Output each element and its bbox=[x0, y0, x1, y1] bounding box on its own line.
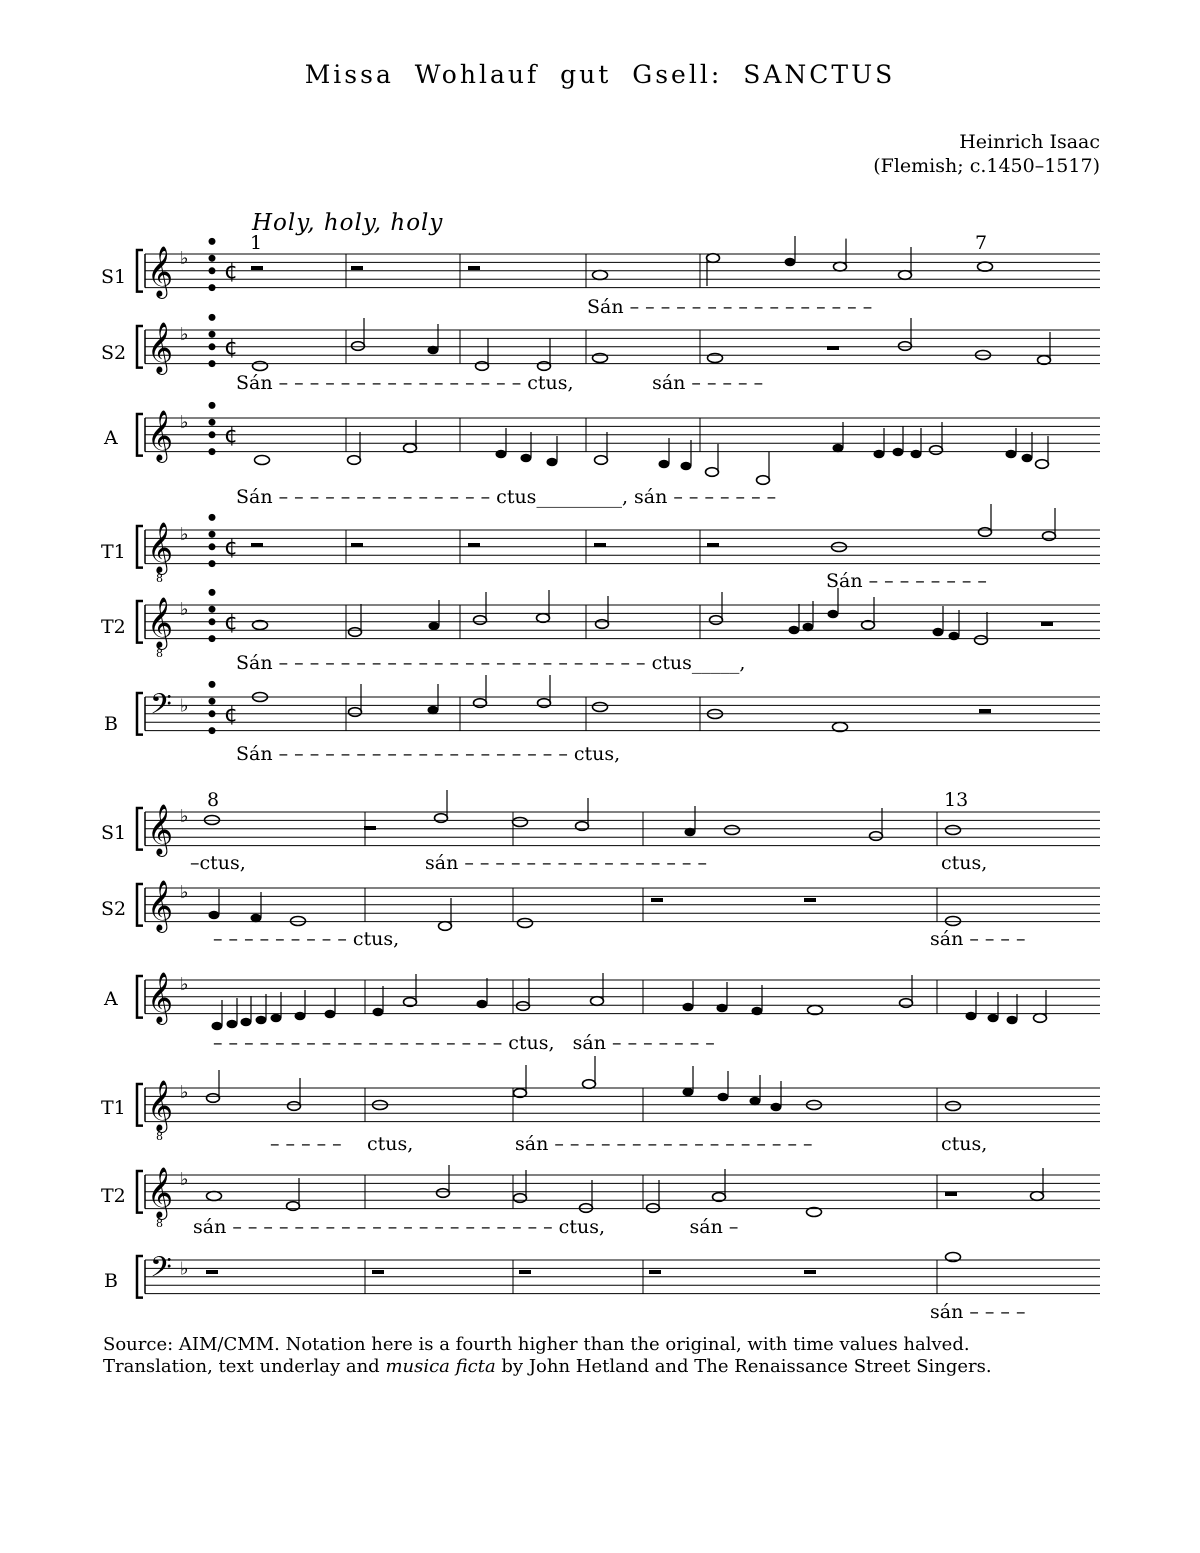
note-head bbox=[833, 444, 844, 453]
dot-icon bbox=[209, 314, 216, 321]
dot-icon bbox=[209, 543, 216, 550]
source-line-2 bbox=[103, 1356, 1103, 1378]
note-head bbox=[706, 468, 719, 477]
system-bracket bbox=[137, 526, 143, 568]
dot-icon bbox=[209, 618, 216, 625]
dot-icon bbox=[209, 267, 216, 274]
treble-clef-icon: 𝄞 bbox=[147, 246, 174, 297]
rest-icon bbox=[364, 826, 376, 830]
note-head bbox=[718, 1093, 729, 1102]
note-head bbox=[595, 456, 608, 465]
note-head bbox=[547, 458, 558, 467]
note-head bbox=[591, 997, 604, 1006]
cut-time-icon: ¢ bbox=[224, 534, 238, 560]
flat-icon: ♭ bbox=[180, 248, 189, 270]
measure-number: 8 bbox=[207, 789, 220, 811]
dot-icon bbox=[209, 402, 216, 409]
rest-icon bbox=[827, 346, 839, 350]
system-bracket bbox=[137, 1084, 143, 1126]
note-head bbox=[476, 362, 489, 371]
note-head bbox=[685, 828, 696, 837]
flat-icon: ♭ bbox=[180, 974, 189, 996]
dot-icon bbox=[209, 710, 216, 717]
voice-label-s1: S1 bbox=[101, 822, 127, 844]
note-head bbox=[291, 917, 306, 926]
note-head bbox=[596, 620, 609, 629]
note-head bbox=[253, 362, 268, 371]
cut-time-icon: ¢ bbox=[224, 258, 238, 284]
note-head bbox=[428, 706, 439, 715]
note-head bbox=[514, 1194, 527, 1203]
note-head bbox=[647, 1204, 660, 1213]
lyric-line: Sán – – – – – – – – – – – – – – – – – – – – – – – – ctus_____, bbox=[236, 652, 746, 674]
note-head bbox=[785, 258, 796, 267]
dot-icon bbox=[209, 514, 216, 521]
note-head bbox=[707, 254, 720, 263]
dot-icon bbox=[209, 448, 216, 455]
treble-clef-icon: 𝄞 bbox=[147, 972, 174, 1023]
dot-icon bbox=[209, 606, 216, 613]
treble-clef-icon: 𝄞 bbox=[147, 597, 174, 648]
voice-label-b: B bbox=[104, 713, 118, 735]
composer-name: Heinrich Isaac bbox=[959, 131, 1100, 153]
dot-icon bbox=[209, 431, 216, 438]
note-head bbox=[288, 1102, 301, 1111]
system-bracket bbox=[137, 808, 143, 850]
treble-clef-icon: 𝄞 bbox=[147, 522, 174, 573]
note-head bbox=[251, 914, 262, 923]
flat-icon: ♭ bbox=[180, 412, 189, 434]
voice-label-a: A bbox=[104, 427, 118, 449]
note-head bbox=[325, 1010, 336, 1019]
lyric-line: –ctus, bbox=[190, 852, 246, 874]
note-head bbox=[521, 454, 532, 463]
dot-icon bbox=[209, 589, 216, 596]
note-head bbox=[474, 699, 487, 708]
lyric-line: sán – – – – – – – – – – – – – – – – bbox=[425, 852, 707, 874]
note-head bbox=[828, 610, 839, 619]
rest-icon bbox=[519, 1270, 531, 1274]
note-head bbox=[978, 262, 993, 271]
rest-icon bbox=[251, 266, 263, 270]
note-head bbox=[717, 1004, 728, 1013]
note-head bbox=[256, 1016, 267, 1025]
system-bracket bbox=[137, 250, 143, 292]
note-head bbox=[349, 708, 362, 717]
note-head bbox=[946, 917, 961, 926]
octave-eight-mark: 8 bbox=[156, 1130, 163, 1143]
voice-label-s2: S2 bbox=[101, 898, 127, 920]
source-text: Translation, text underlay and bbox=[103, 1356, 386, 1377]
note-head bbox=[752, 1007, 763, 1016]
rest-icon bbox=[594, 543, 606, 547]
note-head bbox=[496, 450, 507, 459]
note-head bbox=[900, 999, 913, 1008]
note-head bbox=[966, 1012, 977, 1021]
system-bracket bbox=[137, 601, 143, 643]
lyric-line: – – – – – – – – – ctus, bbox=[213, 928, 400, 950]
dot-icon bbox=[209, 238, 216, 245]
cut-time-icon: ¢ bbox=[224, 422, 238, 448]
rest-icon bbox=[251, 543, 263, 547]
note-head bbox=[1022, 454, 1033, 463]
note-head bbox=[583, 1080, 596, 1089]
translation-text: Holy, holy, holy bbox=[252, 210, 444, 236]
lyric-line: Sán – – – – – – – – bbox=[826, 570, 987, 592]
lyric-line: – – – – – bbox=[270, 1133, 342, 1155]
note-head bbox=[725, 826, 740, 835]
system-bracket bbox=[137, 693, 143, 735]
treble-clef-icon: 𝄞 bbox=[147, 322, 174, 373]
note-head bbox=[681, 462, 692, 471]
source-italic: musica ficta bbox=[385, 1356, 496, 1377]
dot-icon bbox=[209, 419, 216, 426]
note-head bbox=[404, 444, 417, 453]
note-head bbox=[439, 922, 452, 931]
note-head bbox=[593, 703, 608, 712]
measure-number: 1 bbox=[250, 232, 263, 254]
note-head bbox=[212, 1022, 223, 1031]
note-head bbox=[373, 1008, 384, 1017]
voice-label-b: B bbox=[104, 1270, 118, 1292]
note-head bbox=[683, 1088, 694, 1097]
note-head bbox=[209, 911, 220, 920]
note-head bbox=[538, 699, 551, 708]
note-head bbox=[477, 1000, 488, 1009]
note-head bbox=[979, 528, 992, 537]
note-head bbox=[911, 450, 922, 459]
voice-label-a: A bbox=[104, 988, 118, 1010]
note-head bbox=[518, 919, 533, 928]
note-head bbox=[207, 1192, 222, 1201]
measure-number: 13 bbox=[944, 789, 969, 811]
note-head bbox=[930, 446, 943, 455]
rest-icon bbox=[1041, 622, 1053, 626]
cut-time-icon: ¢ bbox=[224, 609, 238, 635]
dot-icon bbox=[209, 681, 216, 688]
note-head bbox=[1036, 460, 1049, 469]
lyric-line: Sán – – – – – – – – – – – – – – – – bbox=[587, 296, 873, 318]
dot-icon bbox=[209, 284, 216, 291]
note-head bbox=[710, 616, 723, 625]
dot-icon bbox=[209, 727, 216, 734]
dot-icon bbox=[209, 255, 216, 262]
rest-icon bbox=[945, 1192, 957, 1196]
note-head bbox=[580, 1204, 593, 1213]
system-bracket bbox=[137, 414, 143, 456]
rest-icon bbox=[372, 1270, 384, 1274]
note-head bbox=[1043, 532, 1056, 541]
note-head bbox=[949, 632, 960, 641]
note-head bbox=[437, 1189, 450, 1198]
note-head bbox=[255, 456, 270, 465]
dot-icon bbox=[209, 635, 216, 642]
flat-icon: ♭ bbox=[180, 324, 189, 346]
note-head bbox=[1007, 1016, 1018, 1025]
lyric-line: sán – – – – bbox=[930, 928, 1026, 950]
dot-icon bbox=[209, 698, 216, 705]
flat-icon: ♭ bbox=[180, 806, 189, 828]
note-head bbox=[789, 626, 800, 635]
voice-label-s2: S2 bbox=[101, 342, 127, 364]
treble-clef-icon: 𝄞 bbox=[147, 880, 174, 931]
note-head bbox=[513, 818, 528, 827]
cut-time-icon: ¢ bbox=[224, 334, 238, 360]
note-head bbox=[946, 826, 961, 835]
flat-icon: ♭ bbox=[180, 882, 189, 904]
octave-eight-mark: 8 bbox=[156, 647, 163, 660]
composer-details: (Flemish; c.1450–1517) bbox=[873, 155, 1100, 177]
rest-icon bbox=[649, 1270, 661, 1274]
note-head bbox=[771, 1103, 782, 1112]
flat-icon: ♭ bbox=[180, 695, 189, 717]
note-head bbox=[207, 1094, 220, 1103]
note-head bbox=[517, 1002, 530, 1011]
note-head bbox=[435, 814, 448, 823]
flat-icon: ♭ bbox=[180, 524, 189, 546]
lyric-line: sán – – – – – – – – – – – – – – – – – bbox=[515, 1133, 813, 1155]
lyric-line: ctus, bbox=[941, 852, 988, 874]
dot-icon bbox=[209, 331, 216, 338]
note-head bbox=[946, 1102, 961, 1111]
lyric-line: sán – – – – – – – – – – – – – – – – – – – – – ctus, sán – bbox=[193, 1216, 739, 1238]
dot-icon bbox=[209, 560, 216, 567]
rest-icon bbox=[651, 898, 663, 902]
treble-clef-icon: 𝄞 bbox=[147, 1167, 174, 1218]
note-head bbox=[295, 1012, 306, 1021]
voice-label-t2: T2 bbox=[101, 616, 126, 638]
note-head bbox=[1038, 356, 1051, 365]
note-head bbox=[683, 1003, 694, 1012]
note-head bbox=[803, 623, 814, 632]
note-head bbox=[241, 1018, 252, 1027]
note-head bbox=[348, 456, 361, 465]
note-head bbox=[975, 636, 988, 645]
note-head bbox=[834, 262, 847, 271]
note-head bbox=[870, 832, 883, 841]
note-head bbox=[750, 1097, 761, 1106]
rest-icon bbox=[468, 266, 480, 270]
note-head bbox=[899, 271, 912, 280]
rest-icon bbox=[707, 543, 719, 547]
lyric-line: sán – – – – bbox=[930, 1301, 1026, 1323]
bass-clef-icon: 𝄢 bbox=[150, 1251, 172, 1291]
note-head bbox=[899, 342, 912, 351]
note-head bbox=[227, 1020, 238, 1029]
source-note bbox=[103, 1334, 1103, 1378]
flat-icon: ♭ bbox=[180, 1169, 189, 1191]
dot-icon bbox=[209, 343, 216, 350]
system-bracket bbox=[137, 976, 143, 1018]
note-head bbox=[352, 342, 365, 351]
note-head bbox=[474, 616, 487, 625]
flat-icon: ♭ bbox=[180, 1082, 189, 1104]
voice-label-t2: T2 bbox=[101, 1185, 126, 1207]
lyric-line: ctus, bbox=[941, 1133, 988, 1155]
cut-time-icon: ¢ bbox=[224, 701, 238, 727]
source-line-1: Source: AIM/CMM. Notation here is a fourth higher than the original, with time values halved. bbox=[103, 1334, 970, 1355]
rest-icon bbox=[206, 1270, 218, 1274]
note-head bbox=[349, 628, 362, 637]
system-bracket bbox=[137, 1256, 143, 1298]
measure-number: 7 bbox=[975, 232, 988, 254]
treble-clef-icon: 𝄞 bbox=[147, 410, 174, 461]
note-head bbox=[933, 628, 944, 637]
lyric-line: – – – – – – – – – – – – – – – – – – – ctus, sán – – – – – – – bbox=[213, 1032, 715, 1054]
note-head bbox=[271, 1014, 282, 1023]
note-head bbox=[1034, 1014, 1047, 1023]
rest-icon bbox=[804, 898, 816, 902]
voice-label-s1: S1 bbox=[101, 266, 127, 288]
lyric-line: Sán – – – – – – – – – – – – – – – – – – – ctus, bbox=[236, 743, 621, 765]
source-text: by John Hetland and The Renaissance Street Singers. bbox=[495, 1356, 992, 1377]
note-head bbox=[537, 614, 550, 623]
note-head bbox=[874, 450, 885, 459]
note-head bbox=[1006, 450, 1017, 459]
rest-icon bbox=[979, 709, 991, 713]
rest-icon bbox=[468, 543, 480, 547]
system-bracket bbox=[137, 1171, 143, 1213]
dot-icon bbox=[209, 360, 216, 367]
dot-icon bbox=[209, 531, 216, 538]
rest-icon bbox=[351, 543, 363, 547]
rest-icon bbox=[804, 1270, 816, 1274]
treble-clef-icon: 𝄞 bbox=[147, 1080, 174, 1131]
note-head bbox=[593, 271, 608, 280]
flat-icon: ♭ bbox=[180, 1258, 189, 1280]
note-head bbox=[429, 622, 440, 631]
system-bracket bbox=[137, 884, 143, 926]
octave-eight-mark: 8 bbox=[156, 572, 163, 585]
voice-label-t1: T1 bbox=[101, 541, 126, 563]
treble-clef-icon: 𝄞 bbox=[147, 804, 174, 855]
voice-label-t1: T1 bbox=[101, 1097, 126, 1119]
lyric-line: Sán – – – – – – – – – – – – – – – – ctus, sán – – – – – bbox=[236, 372, 764, 394]
flat-icon: ♭ bbox=[180, 599, 189, 621]
lyric-line: Sán – – – – – – – – – – – – – – ctus_________, sán – – – – – – – bbox=[236, 486, 777, 508]
page-title: Missa Wohlauf gut Gsell: SANCTUS bbox=[304, 60, 896, 89]
note-head bbox=[538, 362, 551, 371]
note-head bbox=[659, 460, 670, 469]
rest-icon bbox=[351, 266, 363, 270]
system-bracket bbox=[137, 326, 143, 368]
note-head bbox=[1031, 1192, 1044, 1201]
lyric-line: ctus, bbox=[367, 1133, 414, 1155]
note-head bbox=[428, 346, 439, 355]
note-head bbox=[893, 448, 904, 457]
note-head bbox=[757, 476, 770, 485]
bass-clef-icon: 𝄢 bbox=[150, 688, 172, 728]
octave-eight-mark: 8 bbox=[156, 1217, 163, 1230]
note-head bbox=[988, 1014, 999, 1023]
